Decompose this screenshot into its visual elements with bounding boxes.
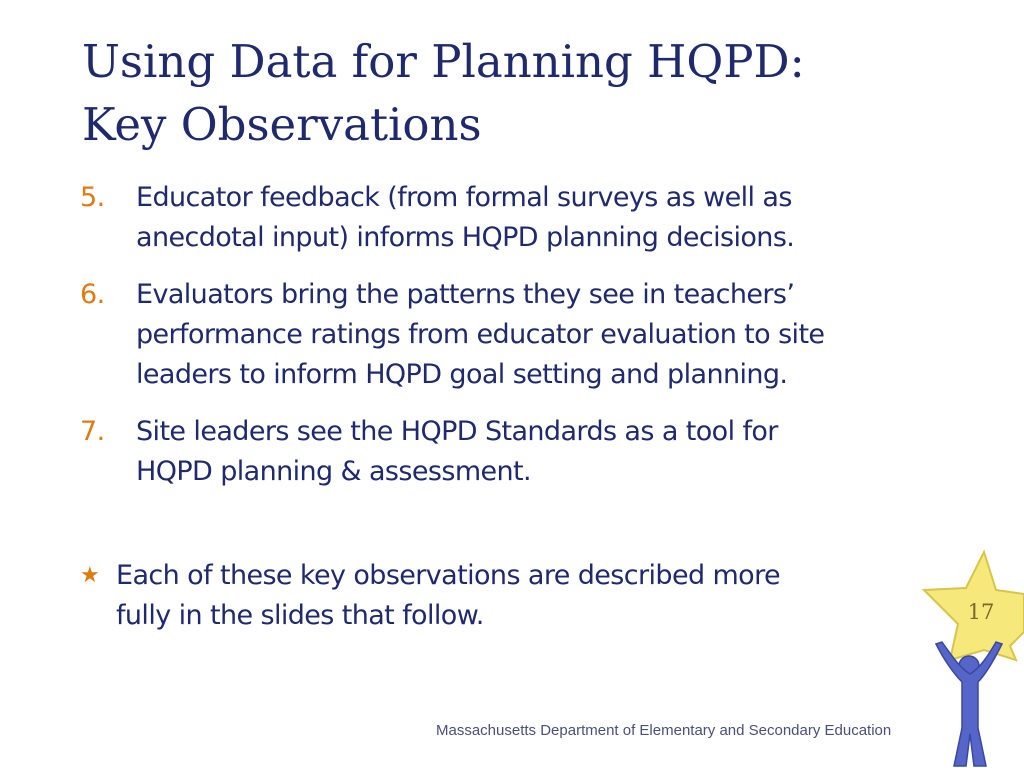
observation-text <box>136 178 960 258</box>
observation-line: Educator feedback (from formal surveys as well as <box>136 182 792 213</box>
observation-line: Evaluators bring the patterns they see in teachers’ <box>136 279 795 310</box>
star-person-icon <box>918 548 1024 768</box>
slide-title-line-1: Using Data for Planning HQPD: <box>82 35 805 88</box>
observation-text <box>136 275 960 395</box>
observation-line: anecdotal input) informs HQPD planning decisions. <box>136 222 795 253</box>
person-figure <box>936 642 1002 766</box>
page-number: 17 <box>967 600 995 624</box>
observation-number: 5. <box>80 182 105 213</box>
observation-line: Site leaders see the HQPD Standards as a tool for <box>136 416 778 447</box>
summary-note <box>80 556 910 636</box>
observation-number: 6. <box>80 279 105 310</box>
observation-text <box>136 412 960 492</box>
slide-title <box>82 30 962 156</box>
footer-text: Massachusetts Department of Elementary and Secondary Education <box>436 722 892 739</box>
slide-title-line-2: Key Observations <box>82 98 482 151</box>
observation-item-5 <box>80 178 960 258</box>
summary-note-line: fully in the slides that follow. <box>116 600 484 631</box>
observation-line: HQPD planning & assessment. <box>136 456 532 487</box>
observation-line: leaders to inform HQPD goal setting and planning. <box>136 359 788 390</box>
observation-item-6 <box>80 275 960 395</box>
observation-item-7 <box>80 412 960 492</box>
star-bullet-icon: ★ <box>80 563 100 588</box>
summary-note-text <box>116 556 780 636</box>
summary-note-line: Each of these key observations are described more <box>116 560 781 591</box>
observations-list <box>80 178 960 509</box>
observation-line: performance ratings from educator evaluation to site <box>136 319 825 350</box>
observation-number: 7. <box>80 416 105 447</box>
